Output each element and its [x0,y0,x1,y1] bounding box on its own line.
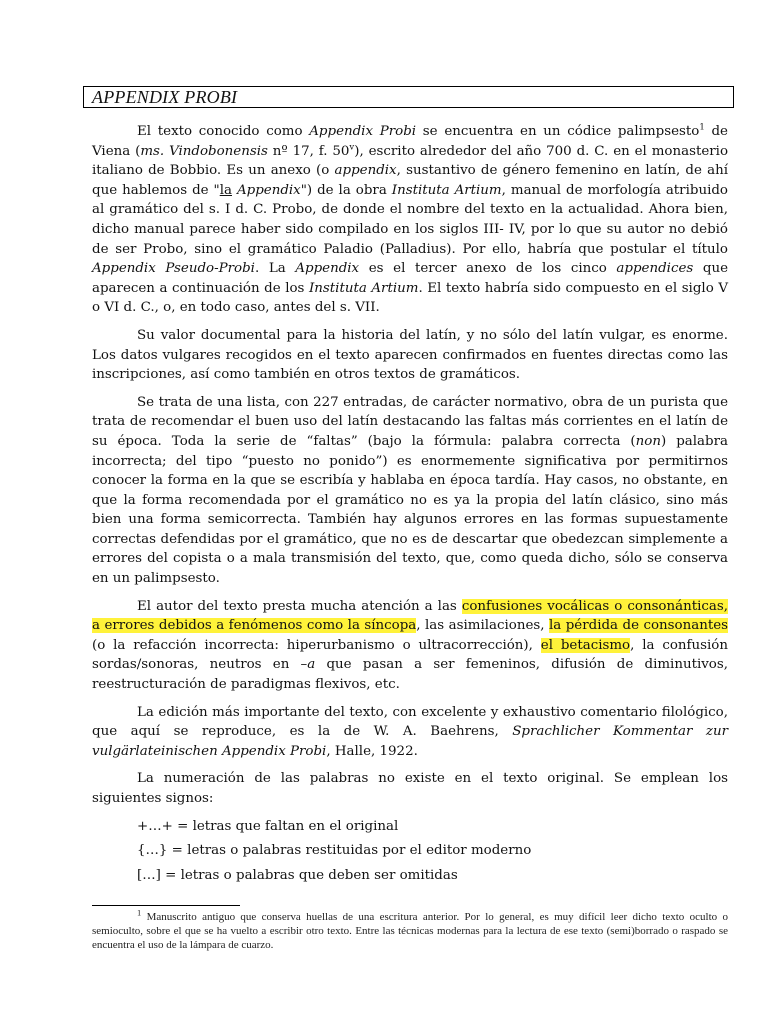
paragraph-5: La edición más importante del texto, con excelente y exhaustivo comentario filológico, que aquí se reproduce, es la de W. A. Baehrens, Sprachlicher Kommentar zur vulgärlateinischen Appendix Probi, Halle, 1922. [92,704,728,759]
highlight-2: la pérdida de consonantes [549,618,728,634]
document-body [92,122,728,890]
footnote-text: Manuscrito antiguo que conserva huellas de una escritura anterior. Por lo general, es muy difícil leer dicho texto oculto o semioculto, sobre el que se ha vuelto a escribir otro texto. Entre las técnicas modernas para la lectura de ese texto (semi)borrado o raspado se encuentra el uso de la lámpara de cuarzo. [92,911,728,951]
footnote-ref[interactable]: 1 [699,122,705,133]
highlight-1: confusiones vocálicas o consonánticas, a errores debidos a fenómenos como la síncopa [92,598,729,634]
sign-item-restored: {…} = letras o palabras restituidas por el editor moderno [137,843,532,859]
page-title: APPENDIX PROBI [92,87,238,107]
paragraph-2: Su valor documental para la historia del latín, y no sólo del latín vulgar, es enorme. Los datos vulgares recogidos en el texto aparecen confirmados en fuentes directas como las inscripciones, así como también en otros textos de gramáticos. [92,327,728,383]
paragraph-4: El autor del texto presta mucha atención a las confusiones vocálicas o consonánticas, a errores debidos a fenómenos como la síncopa, las asimilaciones, la pérdida de consonantes (o la refacción incorrecta: hiperurbanismo o ultracorrección), el betacismo, la confusión sordas/sonoras, neutros en –a que pasan a ser femeninos, difusión de diminutivos, reestructuración de paradigmas flexivos, etc. [92,598,729,693]
footnote [92,907,728,952]
sign-item-omitted: […] = letras o palabras que deben ser omitidas [137,867,458,883]
title-box [83,86,734,108]
footnote-number: 1 [137,907,142,918]
paragraph-1: El texto conocido como Appendix Probi se encuentra en un códice palimpsesto$^1$ de Viena (ms. Vindobonensis nº 17, f. 50$^v$), escrito alrededor del año 700 d. C. en el monasterio italiano de Bobbio. Es un anexo (o appendix, sustantivo de género femenino en latín, de ahí que hablemos de "la Appendix") de la obra Instituta Artium, manual de morfología atribuido al gramático del s. I d. C. Probo, de donde el nombre del texto en la actualidad. Ahora bien, dicho manual parece haber sido compilado en los siglos III- IV, por lo que su autor no debió de ser Probo, sino el gramático Paladio (Palladius). Por ello, habría que postular el título Appendix Pseudo-Probi. La Appendix es el tercer anexo de los cinco appendices que aparecen a continuación de los Instituta Artium. El texto habría sido compuesto en el siglo V o VI d. C., o, en todo caso, antes del s. VII. [92,122,729,316]
footnote-divider [92,905,240,906]
sign-item-missing: +…+ = letras que faltan en el original [137,818,399,834]
paragraph-6: La numeración de las palabras no existe en el texto original. Se emplean los siguientes signos: [92,771,728,806]
paragraph-3: Se trata de una lista, con 227 entradas, de carácter normativo, obra de un purista que trata de recomendar el buen uso del latín destacando las faltas más corrientes en el latín de su época. Toda la serie de “faltas” (bajo la fórmula: palabra correcta (non) palabra incorrecta; del tipo “puesto no ponido”) es enormemente significativa por permitirnos conocer la forma en la que se escribía y hablaba en época tardía. Hay casos, no obstante, en que la forma recomendada por el gramático no es ya la propia del latín clásico, sino más bien una forma semicorrecta. También hay algunos errores en las formas supuestamente correctas defendidas por el gramático, que no es de descartar que obedezcan simplemente a errores del copista o a mala transmisión del texto, que, como queda dicho, sólo se conserva en un palimpsesto. [92,394,728,587]
highlight-3: el betacismo [540,637,631,653]
